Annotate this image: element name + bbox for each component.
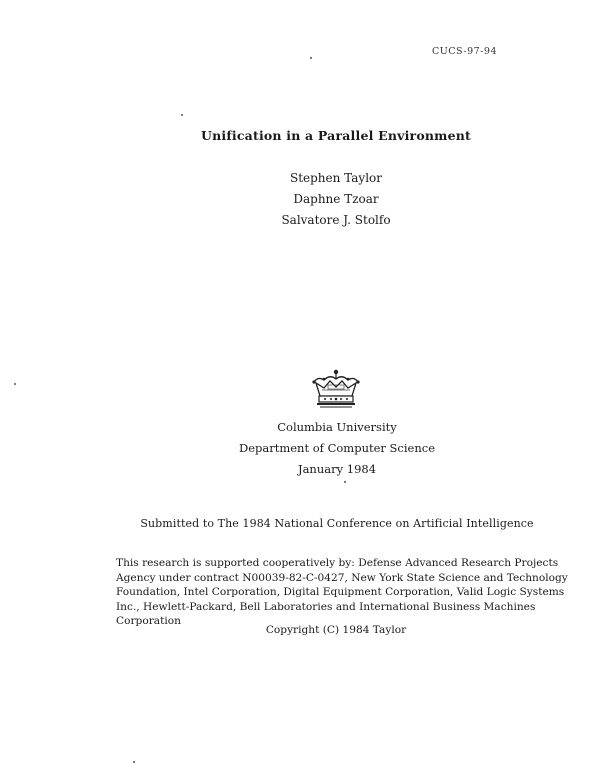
funding-line: Inc., Hewlett-Packard, Bell Laboratories and International Business Machines <box>116 600 536 613</box>
scan-speck <box>181 114 183 116</box>
funding-line: Foundation, Intel Corporation, Digital Equipment Corporation, Valid Logic Systems <box>116 586 565 598</box>
report-id: CUCS-97-94 <box>432 46 497 57</box>
columbia-crown-seal-icon <box>308 368 364 410</box>
affiliation-block <box>0 417 600 480</box>
copyright-notice: Copyright (C) 1984 Taylor <box>265 624 407 636</box>
author-list <box>0 168 600 231</box>
scan-speck <box>310 57 312 59</box>
funding-line: Agency under contract N00039-82-C-0427, New York State Science and Technology <box>116 571 568 584</box>
funding-line: Corporation <box>116 615 181 627</box>
university-name: Columbia University <box>277 420 397 434</box>
scan-speck <box>133 761 135 763</box>
funding-acknowledgement <box>116 556 568 629</box>
author-name: Daphne Tzoar <box>293 192 379 206</box>
submission-note: Submitted to The 1984 National Conference on Artificial Intelligence <box>140 517 534 530</box>
publication-date: January 1984 <box>297 462 377 476</box>
author-name: Stephen Taylor <box>289 171 382 185</box>
scan-speck <box>14 383 16 385</box>
scan-speck <box>344 481 346 483</box>
paper-title: Unification in a Parallel Environment <box>201 128 471 143</box>
department-name: Department of Computer Science <box>238 441 436 455</box>
funding-line: This research is supported cooperatively by: Defense Advanced Research Projects <box>116 557 559 569</box>
author-name: Salvatore J. Stolfo <box>281 213 391 227</box>
